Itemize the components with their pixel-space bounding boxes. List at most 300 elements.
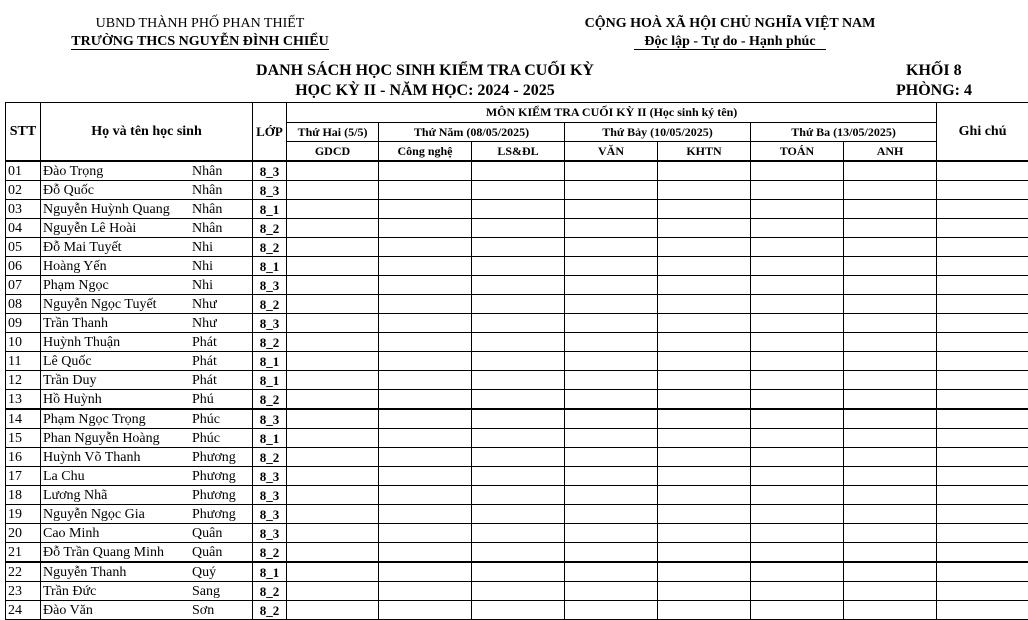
signature-cell[interactable] <box>379 562 472 582</box>
signature-cell[interactable] <box>658 371 751 390</box>
row-name <box>41 562 253 582</box>
row-class: 8_3 <box>253 314 287 333</box>
signature-cell[interactable] <box>472 181 565 200</box>
signature-cell[interactable] <box>565 276 658 295</box>
signature-cell[interactable] <box>565 352 658 371</box>
table-row <box>6 333 1028 352</box>
signature-cell[interactable] <box>379 161 472 181</box>
signature-cell[interactable] <box>287 238 379 257</box>
row-stt: 07 <box>6 276 41 295</box>
signature-cell[interactable] <box>472 505 565 524</box>
subject-header: Công nghệ <box>379 142 472 162</box>
signature-cell[interactable] <box>658 409 751 429</box>
signature-cell[interactable] <box>565 181 658 200</box>
header-stt: STT <box>6 103 41 162</box>
note-cell[interactable] <box>937 543 1028 563</box>
signature-cell[interactable] <box>751 238 844 257</box>
signature-cell[interactable] <box>287 601 379 620</box>
row-first-name: Phương <box>192 449 250 466</box>
signature-cell[interactable] <box>751 276 844 295</box>
note-cell[interactable] <box>937 582 1028 601</box>
row-stt: 14 <box>6 409 41 429</box>
signature-cell[interactable] <box>287 429 379 448</box>
row-first-name: Phương <box>192 506 250 523</box>
subject-header: LS&ĐL <box>472 142 565 162</box>
signature-cell[interactable] <box>844 200 937 219</box>
row-first-name: Phương <box>192 487 250 504</box>
signature-cell[interactable] <box>565 409 658 429</box>
exam-signature-table <box>5 102 1028 620</box>
row-class: 8_1 <box>253 352 287 371</box>
signature-cell[interactable] <box>472 448 565 467</box>
row-class: 8_3 <box>253 161 287 181</box>
row-last-name: Huỳnh Võ Thanh <box>43 449 140 466</box>
signature-cell[interactable] <box>844 257 937 276</box>
signature-cell[interactable] <box>844 238 937 257</box>
note-cell[interactable] <box>937 257 1028 276</box>
row-first-name: Sang <box>192 583 250 600</box>
signature-cell[interactable] <box>565 390 658 410</box>
row-first-name: Phúc <box>192 411 250 428</box>
signature-cell[interactable] <box>287 181 379 200</box>
row-stt: 24 <box>6 601 41 620</box>
signature-cell[interactable] <box>844 390 937 410</box>
signature-cell[interactable] <box>844 295 937 314</box>
signature-cell[interactable] <box>565 238 658 257</box>
row-class: 8_2 <box>253 448 287 467</box>
row-stt: 19 <box>6 505 41 524</box>
signature-cell[interactable] <box>472 333 565 352</box>
day-header: Thứ Ba (13/05/2025) <box>751 123 937 142</box>
note-cell[interactable] <box>937 276 1028 295</box>
signature-cell[interactable] <box>658 486 751 505</box>
signature-cell[interactable] <box>751 467 844 486</box>
row-name <box>41 314 253 333</box>
table-row <box>6 467 1028 486</box>
signature-cell[interactable] <box>751 181 844 200</box>
row-class: 8_3 <box>253 467 287 486</box>
row-first-name: Phương <box>192 468 250 485</box>
signature-cell[interactable] <box>472 295 565 314</box>
note-cell[interactable] <box>937 161 1028 181</box>
signature-cell[interactable] <box>287 295 379 314</box>
table-row <box>6 543 1028 563</box>
row-class: 8_1 <box>253 257 287 276</box>
signature-cell[interactable] <box>844 219 937 238</box>
subject-header: KHTN <box>658 142 751 162</box>
signature-cell[interactable] <box>379 390 472 410</box>
signature-cell[interactable] <box>658 601 751 620</box>
signature-cell[interactable] <box>379 200 472 219</box>
signature-cell[interactable] <box>565 257 658 276</box>
signature-cell[interactable] <box>844 562 937 582</box>
signature-cell[interactable] <box>287 219 379 238</box>
table-row <box>6 486 1028 505</box>
motto: Độc lập - Tự do - Hạnh phúc <box>634 34 825 50</box>
signature-cell[interactable] <box>287 409 379 429</box>
signature-cell[interactable] <box>844 601 937 620</box>
signature-cell[interactable] <box>844 371 937 390</box>
nation-line2 <box>520 34 940 50</box>
signature-cell[interactable] <box>287 161 379 181</box>
signature-cell[interactable] <box>751 505 844 524</box>
signature-cell[interactable] <box>472 429 565 448</box>
signature-cell[interactable] <box>287 524 379 543</box>
row-last-name: Nguyễn Ngọc Gia <box>43 506 145 523</box>
signature-cell[interactable] <box>751 562 844 582</box>
signature-cell[interactable] <box>287 467 379 486</box>
note-cell[interactable] <box>937 238 1028 257</box>
header-name: Họ và tên học sinh <box>41 103 253 162</box>
note-cell[interactable] <box>937 390 1028 410</box>
signature-cell[interactable] <box>751 390 844 410</box>
row-name <box>41 543 253 563</box>
row-stt: 21 <box>6 543 41 563</box>
signature-cell[interactable] <box>472 582 565 601</box>
row-class: 8_1 <box>253 371 287 390</box>
signature-cell[interactable] <box>565 200 658 219</box>
row-class: 8_2 <box>253 543 287 563</box>
signature-cell[interactable] <box>565 524 658 543</box>
note-cell[interactable] <box>937 505 1028 524</box>
row-first-name: Nhân <box>192 220 250 237</box>
signature-cell[interactable] <box>287 371 379 390</box>
signature-cell[interactable] <box>379 409 472 429</box>
signature-cell[interactable] <box>565 448 658 467</box>
row-stt: 17 <box>6 467 41 486</box>
row-last-name: Đỗ Quốc <box>43 182 94 199</box>
signature-cell[interactable] <box>844 486 937 505</box>
row-first-name: Phát <box>192 334 250 351</box>
table-row <box>6 352 1028 371</box>
signature-cell[interactable] <box>472 601 565 620</box>
signature-cell[interactable] <box>565 219 658 238</box>
signature-cell[interactable] <box>379 486 472 505</box>
signature-cell[interactable] <box>287 257 379 276</box>
row-last-name: Phạm Ngọc <box>43 277 109 294</box>
signature-cell[interactable] <box>287 352 379 371</box>
signature-cell[interactable] <box>658 257 751 276</box>
signature-cell[interactable] <box>844 333 937 352</box>
signature-cell[interactable] <box>472 257 565 276</box>
row-last-name: Phan Nguyễn Hoàng <box>43 430 160 447</box>
signature-cell[interactable] <box>287 505 379 524</box>
signature-cell[interactable] <box>658 200 751 219</box>
signature-cell[interactable] <box>658 467 751 486</box>
day-header: Thứ Hai (5/5) <box>287 123 379 142</box>
row-stt: 12 <box>6 371 41 390</box>
signature-cell[interactable] <box>379 276 472 295</box>
table-row <box>6 524 1028 543</box>
signature-cell[interactable] <box>565 371 658 390</box>
signature-cell[interactable] <box>844 505 937 524</box>
table-row <box>6 601 1028 620</box>
signature-cell[interactable] <box>472 562 565 582</box>
signature-cell[interactable] <box>751 200 844 219</box>
signature-cell[interactable] <box>751 448 844 467</box>
row-name <box>41 333 253 352</box>
row-name <box>41 429 253 448</box>
signature-cell[interactable] <box>472 238 565 257</box>
signature-cell[interactable] <box>658 352 751 371</box>
row-first-name: Phát <box>192 372 250 389</box>
signature-cell[interactable] <box>287 200 379 219</box>
signature-cell[interactable] <box>472 276 565 295</box>
signature-cell[interactable] <box>287 582 379 601</box>
signature-cell[interactable] <box>751 543 844 563</box>
signature-cell[interactable] <box>844 409 937 429</box>
note-cell[interactable] <box>937 333 1028 352</box>
signature-cell[interactable] <box>844 314 937 333</box>
row-name <box>41 448 253 467</box>
signature-cell[interactable] <box>658 562 751 582</box>
signature-cell[interactable] <box>844 181 937 200</box>
signature-cell[interactable] <box>472 352 565 371</box>
table-row <box>6 181 1028 200</box>
row-last-name: Lương Nhã <box>43 487 107 504</box>
row-stt: 15 <box>6 429 41 448</box>
signature-cell[interactable] <box>472 200 565 219</box>
signature-cell[interactable] <box>565 333 658 352</box>
signature-cell[interactable] <box>565 314 658 333</box>
row-stt: 09 <box>6 314 41 333</box>
table-row <box>6 219 1028 238</box>
note-cell[interactable] <box>937 409 1028 429</box>
signature-cell[interactable] <box>472 467 565 486</box>
note-cell[interactable] <box>937 467 1028 486</box>
signature-cell[interactable] <box>658 429 751 448</box>
nation-line1: CỘNG HOÀ XÃ HỘI CHỦ NGHĨA VIỆT NAM <box>520 16 940 32</box>
signature-cell[interactable] <box>565 543 658 563</box>
signature-cell[interactable] <box>287 562 379 582</box>
signature-cell[interactable] <box>472 161 565 181</box>
signature-cell[interactable] <box>844 161 937 181</box>
table-row <box>6 161 1028 181</box>
row-last-name: Nguyễn Huỳnh Quang <box>43 201 170 218</box>
signature-cell[interactable] <box>379 505 472 524</box>
signature-cell[interactable] <box>751 352 844 371</box>
signature-cell[interactable] <box>472 543 565 563</box>
row-last-name: Đỗ Trần Quang Minh <box>43 544 164 561</box>
row-class: 8_3 <box>253 181 287 200</box>
row-class: 8_2 <box>253 582 287 601</box>
signature-cell[interactable] <box>379 467 472 486</box>
row-last-name: Hồ Huỳnh <box>43 391 102 408</box>
signature-cell[interactable] <box>379 543 472 563</box>
signature-cell[interactable] <box>751 314 844 333</box>
signature-cell[interactable] <box>379 238 472 257</box>
signature-cell[interactable] <box>844 352 937 371</box>
table-row <box>6 582 1028 601</box>
row-name <box>41 352 253 371</box>
signature-cell[interactable] <box>844 524 937 543</box>
row-name <box>41 524 253 543</box>
signature-cell[interactable] <box>844 467 937 486</box>
note-cell[interactable] <box>937 429 1028 448</box>
signature-cell[interactable] <box>751 486 844 505</box>
day-header: Thứ Bảy (10/05/2025) <box>565 123 751 142</box>
signature-cell[interactable] <box>658 276 751 295</box>
signature-cell[interactable] <box>379 448 472 467</box>
row-class: 8_2 <box>253 238 287 257</box>
signature-cell[interactable] <box>751 601 844 620</box>
row-last-name: Cao Minh <box>43 525 99 542</box>
row-first-name: Như <box>192 315 250 332</box>
row-class: 8_1 <box>253 429 287 448</box>
signature-cell[interactable] <box>565 562 658 582</box>
row-first-name: Nhi <box>192 277 250 294</box>
signature-cell[interactable] <box>751 295 844 314</box>
signature-cell[interactable] <box>287 333 379 352</box>
row-first-name: Quân <box>192 525 250 542</box>
signature-cell[interactable] <box>472 409 565 429</box>
row-class: 8_2 <box>253 333 287 352</box>
room-label: PHÒNG: 4 <box>896 82 972 100</box>
note-cell[interactable] <box>937 562 1028 582</box>
signature-cell[interactable] <box>751 371 844 390</box>
signature-cell[interactable] <box>565 295 658 314</box>
row-name <box>41 505 253 524</box>
signature-cell[interactable] <box>565 601 658 620</box>
row-name <box>41 161 253 181</box>
signature-cell[interactable] <box>565 505 658 524</box>
signature-cell[interactable] <box>751 409 844 429</box>
signature-cell[interactable] <box>658 219 751 238</box>
signature-cell[interactable] <box>751 524 844 543</box>
grade-label: KHỐI 8 <box>906 62 962 80</box>
signature-cell[interactable] <box>565 161 658 181</box>
signature-cell[interactable] <box>658 181 751 200</box>
row-first-name: Quý <box>192 564 250 581</box>
row-stt: 05 <box>6 238 41 257</box>
row-class: 8_2 <box>253 601 287 620</box>
row-class: 8_2 <box>253 219 287 238</box>
signature-cell[interactable] <box>658 543 751 563</box>
row-class: 8_3 <box>253 524 287 543</box>
signature-cell[interactable] <box>751 582 844 601</box>
signature-cell[interactable] <box>379 181 472 200</box>
signature-cell[interactable] <box>844 276 937 295</box>
row-last-name: Đào Trọng <box>43 163 103 180</box>
signature-cell[interactable] <box>379 601 472 620</box>
signature-cell[interactable] <box>287 486 379 505</box>
signature-cell[interactable] <box>472 314 565 333</box>
signature-cell[interactable] <box>287 276 379 295</box>
note-cell[interactable] <box>937 314 1028 333</box>
doc-title: DANH SÁCH HỌC SINH KIỂM TRA CUỐI KỲ <box>200 62 650 80</box>
signature-cell[interactable] <box>844 582 937 601</box>
table-row <box>6 409 1028 429</box>
signature-cell[interactable] <box>287 448 379 467</box>
subject-header: VĂN <box>565 142 658 162</box>
signature-cell[interactable] <box>379 295 472 314</box>
signature-cell[interactable] <box>658 295 751 314</box>
note-cell[interactable] <box>937 524 1028 543</box>
school-name: TRƯỜNG THCS NGUYỄN ĐÌNH CHIỂU <box>71 34 328 50</box>
row-class: 8_3 <box>253 276 287 295</box>
note-cell[interactable] <box>937 448 1028 467</box>
signature-cell[interactable] <box>751 429 844 448</box>
signature-cell[interactable] <box>379 524 472 543</box>
signature-cell[interactable] <box>751 161 844 181</box>
signature-cell[interactable] <box>844 448 937 467</box>
signature-cell[interactable] <box>658 582 751 601</box>
signature-cell[interactable] <box>472 219 565 238</box>
signature-cell[interactable] <box>379 219 472 238</box>
signature-cell[interactable] <box>565 582 658 601</box>
note-cell[interactable] <box>937 371 1028 390</box>
row-stt: 10 <box>6 333 41 352</box>
row-stt: 02 <box>6 181 41 200</box>
note-cell[interactable] <box>937 601 1028 620</box>
signature-cell[interactable] <box>379 429 472 448</box>
note-cell[interactable] <box>937 219 1028 238</box>
table-row <box>6 505 1028 524</box>
row-stt: 11 <box>6 352 41 371</box>
row-name <box>41 219 253 238</box>
signature-cell[interactable] <box>379 333 472 352</box>
row-name <box>41 181 253 200</box>
note-cell[interactable] <box>937 352 1028 371</box>
signature-cell[interactable] <box>565 429 658 448</box>
signature-cell[interactable] <box>379 314 472 333</box>
signature-cell[interactable] <box>565 467 658 486</box>
signature-cell[interactable] <box>472 486 565 505</box>
signature-cell[interactable] <box>287 314 379 333</box>
note-cell[interactable] <box>937 181 1028 200</box>
signature-cell[interactable] <box>658 238 751 257</box>
signature-cell[interactable] <box>472 371 565 390</box>
signature-cell[interactable] <box>658 390 751 410</box>
signature-cell[interactable] <box>751 333 844 352</box>
signature-cell[interactable] <box>658 314 751 333</box>
signature-cell[interactable] <box>287 390 379 410</box>
row-stt: 01 <box>6 161 41 181</box>
signature-cell[interactable] <box>565 486 658 505</box>
signature-cell[interactable] <box>658 524 751 543</box>
note-cell[interactable] <box>937 295 1028 314</box>
signature-cell[interactable] <box>379 582 472 601</box>
signature-cell[interactable] <box>658 448 751 467</box>
row-last-name: Phạm Ngọc Trọng <box>43 411 146 428</box>
signature-cell[interactable] <box>379 257 472 276</box>
signature-cell[interactable] <box>844 429 937 448</box>
row-last-name: La Chu <box>43 468 85 485</box>
row-class: 8_2 <box>253 390 287 410</box>
signature-cell[interactable] <box>844 543 937 563</box>
signature-cell[interactable] <box>472 390 565 410</box>
note-cell[interactable] <box>937 486 1028 505</box>
header-subjects-group: MÔN KIỂM TRA CUỐI KỲ II (Học sinh ký tên) <box>287 103 937 123</box>
row-class: 8_2 <box>253 295 287 314</box>
signature-cell[interactable] <box>751 219 844 238</box>
signature-cell[interactable] <box>287 543 379 563</box>
row-stt: 23 <box>6 582 41 601</box>
signature-cell[interactable] <box>379 371 472 390</box>
signature-cell[interactable] <box>472 524 565 543</box>
row-name <box>41 371 253 390</box>
subject-header: GDCD <box>287 142 379 162</box>
note-cell[interactable] <box>937 200 1028 219</box>
row-stt: 03 <box>6 200 41 219</box>
signature-cell[interactable] <box>751 257 844 276</box>
signature-cell[interactable] <box>658 161 751 181</box>
row-last-name: Nguyễn Thanh <box>43 564 126 581</box>
signature-cell[interactable] <box>658 333 751 352</box>
row-stt: 18 <box>6 486 41 505</box>
signature-cell[interactable] <box>379 352 472 371</box>
signature-cell[interactable] <box>658 505 751 524</box>
